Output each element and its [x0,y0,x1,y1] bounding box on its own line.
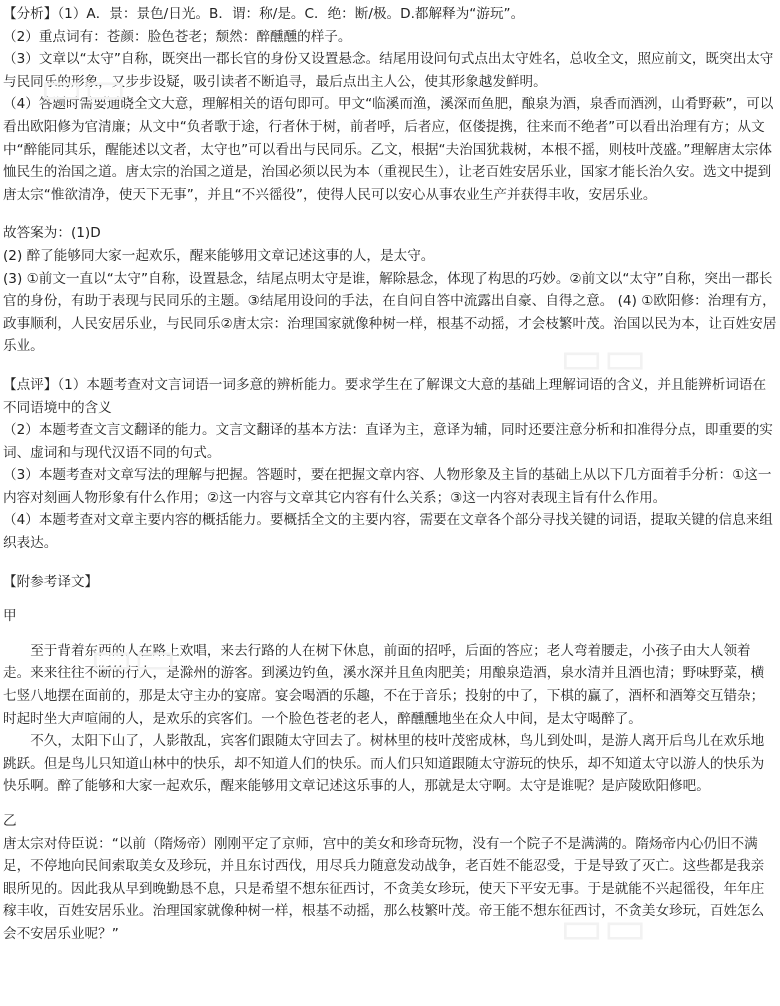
comment-line: 【点评】（1）本题考查对文言词语一词多意的辨析能力。要求学生在了解课文大意的基础上理解词语的含义，并且能辨析词语在不同语境中的含义 [3,376,767,416]
watermark-decoration: ▭▭ [560,900,647,954]
watermark-decoration: ▭▭ [560,330,647,384]
comment-section [3,374,777,555]
part-a-label: 甲 [3,608,17,625]
part-a-paragraph: 至于背着东西的人在路上欢唱，来去行路的人在树下休息，前面的招呼，后面的答应；老人弯着腰走，小孩子由大人领着走。来来往往不断的行人，是滁州的游客。到溪边钓鱼，溪水深并且鱼肉肥美；用酿泉造酒，泉水清并且酒也清；野味野菜，横七竖八地摆在面前的，那是太守主办的宴席。宴会喝酒的乐趣，不在于音乐；投射的中了，下棋的赢了，酒杯和酒筹交互错杂；时起时坐大声喧闹的人，是欢乐的宾客们。一个脸色苍老的老人，醉醺醺地坐在众人中间，是太守喝醉了。 [3,642,765,727]
watermark-decoration: ▭▭ [40,60,127,114]
analysis-line: （3）文章以“太守”自称，既突出一郡长官的身份又设置悬念。结尾用设问句式点出太守姓名，总收全文，照应前文，既突出太守与民同乐的形象，又步步设疑，吸引读者不断追寻，最后点出主人公，使其形象越发鲜明。 [3,51,774,90]
part-b-label: 乙 [3,813,17,829]
answer-line: 故答案为：(1)D [3,225,101,242]
spacer [3,206,777,222]
answer-line: (2) 醉了能够同大家一起欢乐，醒来能够用文章记述这事的人，是太守。 [3,247,435,264]
answer-section [3,222,777,358]
answer-line: (3) ①前文一直以“太守”自称，设置悬念，结尾点明太守是谁，解除悬念，体现了构思的巧妙。②前文以“太守”自称，突出一郡长官的身份，有助于表现与民同乐的主题。③结尾用设问的手法，在自问自答中流露出自豪、自得之意。 (4) ①欧阳修：治理有方，政事顺利，人民安居乐业，与民同乐②唐太宗：治理国家就像种树一样，根基不动摇，才会枝繁叶茂。治国以民为本，让百姓安居乐业。 [3,270,777,355]
spacer [3,628,777,640]
analysis-section [3,3,777,206]
part-a-paragraph: 不久，太阳下山了，人影散乱，宾客们跟随太守回去了。树林里的枝叶茂密成林，鸟儿到处叫，是游人离开后鸟儿在欢乐地跳跃。但是鸟儿只知道山林中的快乐，却不知道人们的快乐。而人们只知道跟随太守游玩的快乐，却不知道太守以游人的快乐为快乐啊。醉了能够和大家一起欢乐，醒来能够用文章记述这乐事的人，那就是太守啊。太守是谁呢？是庐陵欧阳修吧。 [3,733,765,795]
spacer [3,358,777,374]
comment-line: （2）本题考查文言文翻译的能力。文言文翻译的基本方法：直译为主，意译为辅，同时还要注意分析和扣准得分点，即重要的实词、虚词和与现代汉语不同的句式。 [3,422,773,461]
translation-section [3,571,777,946]
analysis-line: 【分析】（1）A．景：景色/日光。B．谓：称/是。C．绝：断/极。D.都解释为“游玩”。 [3,6,525,22]
spacer [3,555,777,571]
analysis-line: （4）答题时需要通晓全文大意，理解相关的语句即可。甲文“临溪而渔，溪深而鱼肥，酿泉为酒，泉香而酒洌，山肴野蔌”，可以看出欧阳修为官清廉；从文中“负者歌于途，行者休于树，前者呼，后者应，伛偻提携，往来而不绝者”可以看出治理有方；从文中“醉能同其乐，醒能述以文者，太守也”可以看出与民同乐。乙文，根据“夫治国犹栽树，本根不摇，则枝叶茂盛。”理解唐太宗体恤民生的治国之道。唐太宗的治国之道是，治国必须以民为本（重视民生），让老百姓安居乐业，国家才能长治久安。选文中提到唐太宗“惟欲清净，使天下无事”，并且“不兴徭役”，使得人民可以安心从事农业生产并获得丰收，安居乐业。 [3,96,774,203]
spacer [3,798,777,810]
translation-heading: 【附参考译文】 [3,573,99,590]
comment-line: （4）本题考查对文章主要内容的概括能力。要概括全文的主要内容，需要在文章各个部分寻找关键的词语，提取关键的信息来组织表达。 [3,512,773,552]
spacer [3,593,777,605]
part-b-paragraph: 唐太宗对侍臣说：“以前（隋炀帝）刚刚平定了京师，宫中的美女和珍奇玩物，没有一个院子不是满满的。隋炀帝内心仍旧不满足，不停地向民间索取美女及珍玩，并且东讨西伐，用尽兵力随意发动战争，老百姓不能忍受，于是导致了灭亡。这些都是我亲眼所见的。因此我从早到晚勤恳不息，只是希望不想东征西讨，不贪美女珍玩，使天下平安无事。于是就能不兴起徭役，年年庄稼丰收，百姓安居乐业。治理国家就像种树一样，根基不动摇，那么枝繁叶茂。帝王能不想东征西讨，不贪美女珍玩，百姓怎么会不安居乐业呢？” [3,835,765,942]
watermark-decoration: ▭▭ [90,630,177,684]
comment-line: （3）本题考查对文章写法的理解与把握。答题时，要在把握文章内容、人物形象及主旨的基础上从以下几方面着手分析：①这一内容对刻画人物形象有什么作用；②这一内容与文章其它内容有什么关系；③这一内容对表现主旨有什么作用。 [3,467,772,506]
analysis-line: （2）重点词有：苍颜：脸色苍老；颓然：醉醺醺的样子。 [3,28,352,45]
